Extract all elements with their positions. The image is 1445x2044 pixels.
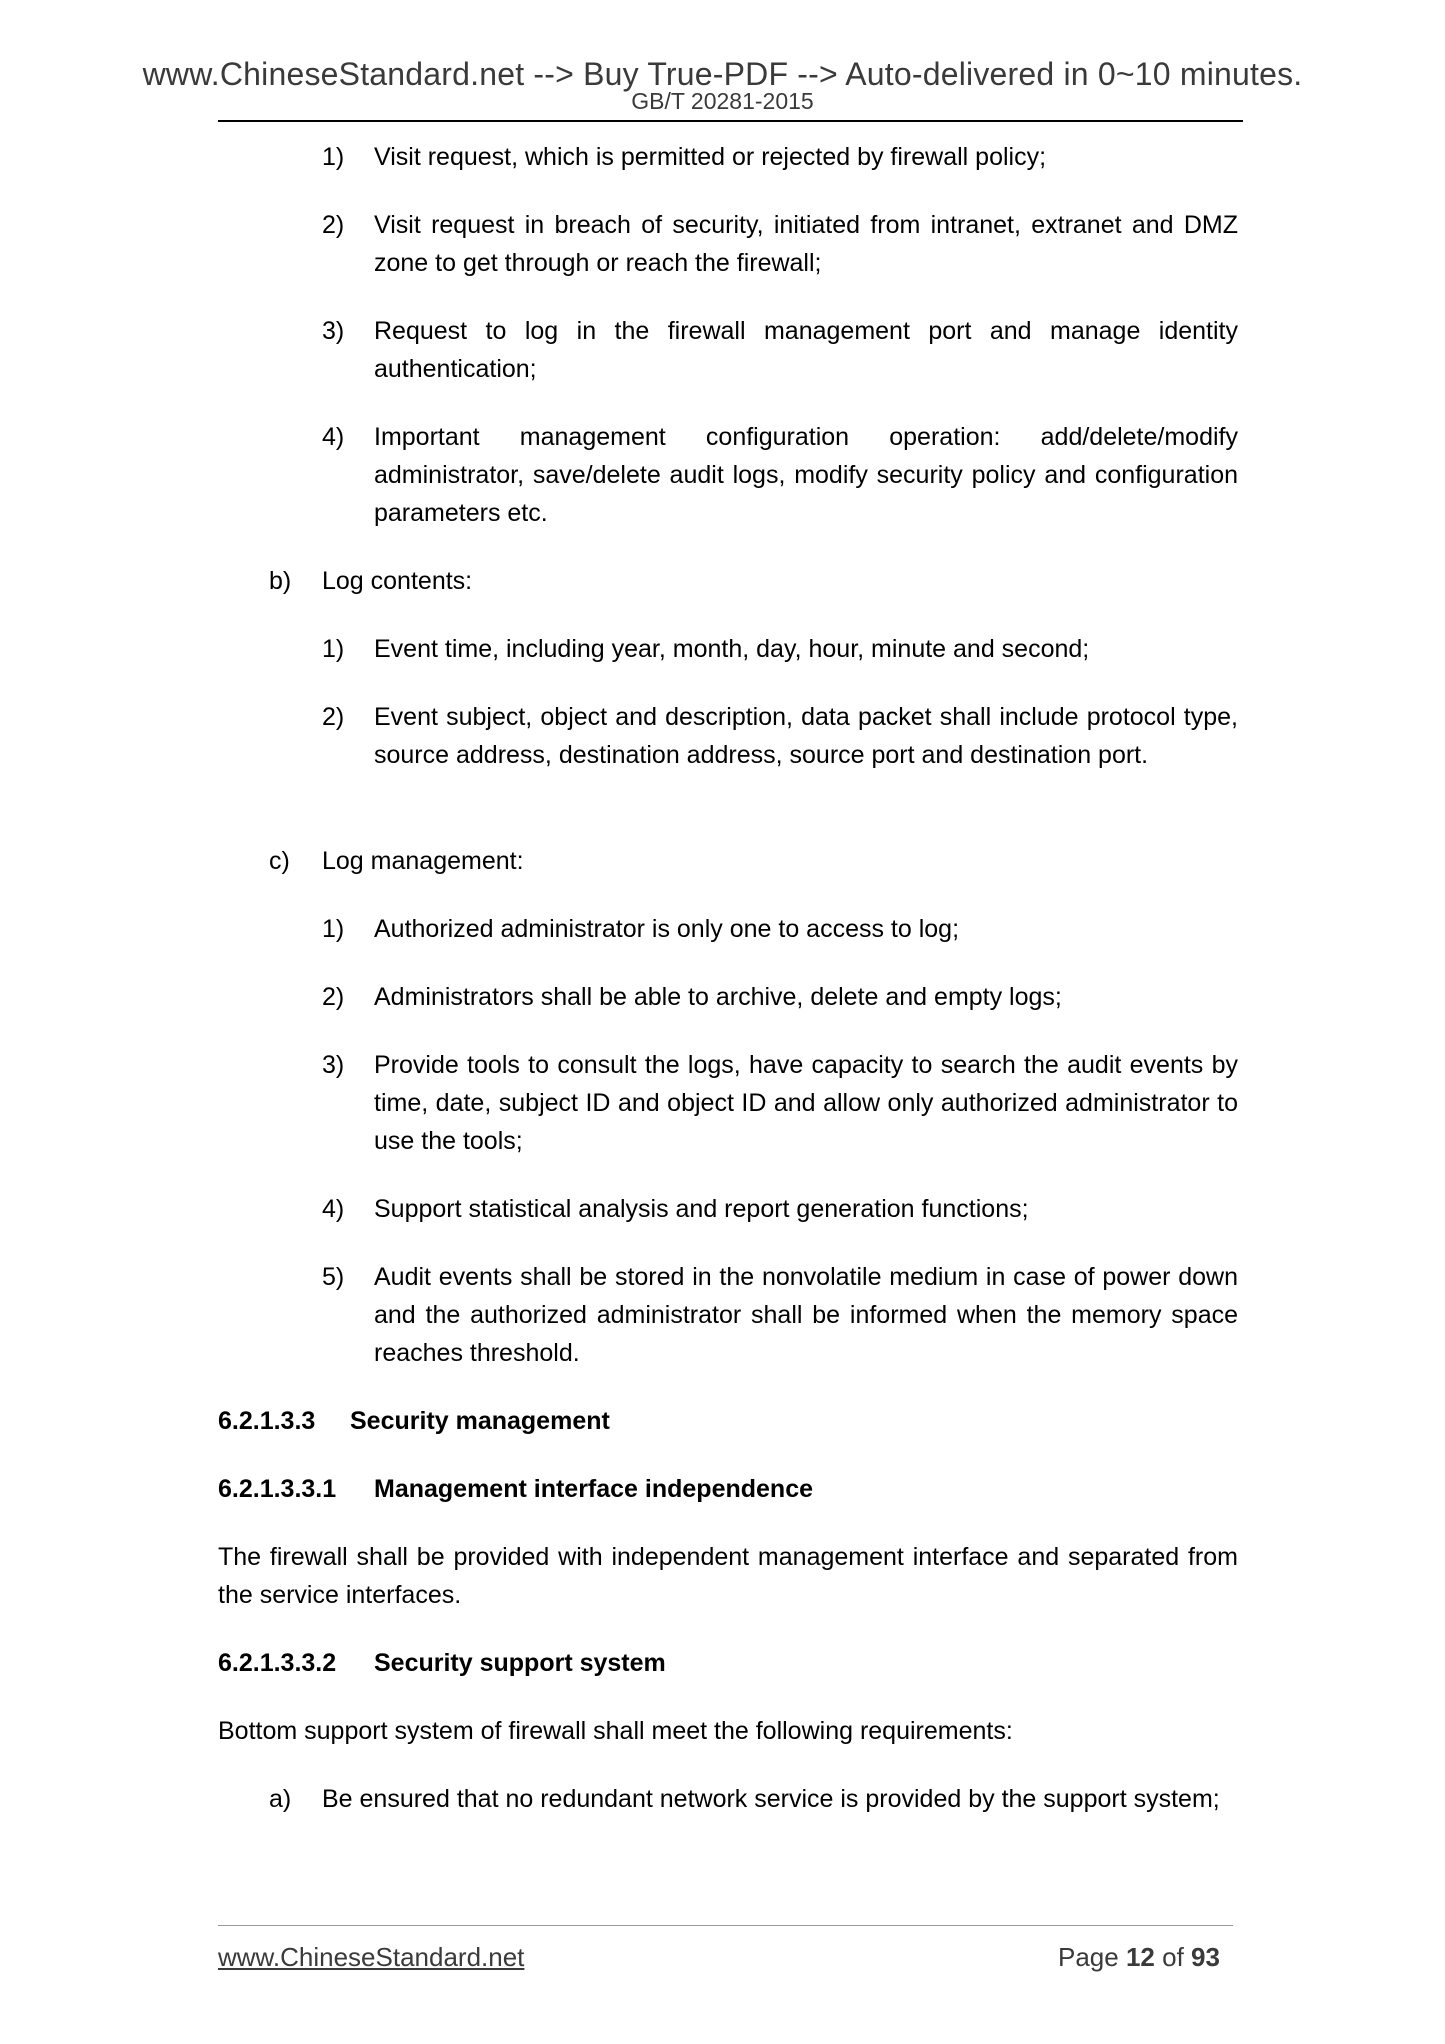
- list-item: [322, 138, 1238, 176]
- list-item-number: 5): [322, 1263, 345, 1291]
- list-item-number: 3): [322, 317, 345, 345]
- list-item-text: Support statistical analysis and report generation functions;: [374, 1195, 1029, 1223]
- paragraph: The firewall shall be provided with independent management interface and separated from the service interfaces.: [218, 1543, 1238, 1609]
- list-item-number: 4): [322, 423, 345, 451]
- section-title: Management interface independence: [374, 1475, 814, 1503]
- list-item-number: 2): [322, 703, 345, 731]
- list-item-c: [269, 842, 1238, 880]
- list-item: [322, 698, 1238, 774]
- section-heading: [218, 1402, 610, 1440]
- list-item-text: Event subject, object and description, data packet shall include protocol type, source address, destination address, source port and destination port.: [374, 703, 1238, 769]
- list-item-a: [269, 1780, 1238, 1818]
- list-item-number: 3): [322, 1051, 345, 1079]
- page-total: 93: [1191, 1942, 1220, 1972]
- section-title: Security support system: [374, 1649, 666, 1677]
- site-banner: www.ChineseStandard.net --> Buy True-PDF --> Auto-delivered in 0~10 minutes.: [142, 56, 1303, 92]
- list-item-letter: a): [269, 1785, 292, 1813]
- list-item-number: 2): [322, 211, 345, 239]
- list-item-text: Visit request in breach of security, initiated from intranet, extranet and DMZ zone to get through or reach the firewall;: [374, 211, 1238, 277]
- list-item: [322, 630, 1238, 668]
- page-number: 12: [1125, 1942, 1155, 1972]
- list-item-number: 1): [322, 635, 345, 663]
- list-item-number: 1): [322, 915, 345, 943]
- list-item: [322, 978, 1238, 1016]
- document-id: GB/T 20281-2015: [631, 88, 814, 114]
- page-of: of: [1162, 1942, 1184, 1972]
- footer-rule: [218, 1925, 1233, 1926]
- list-item-text: Audit events shall be stored in the nonvolatile medium in case of power down and the authorized administrator shall be informed when the memory space reaches threshold.: [374, 1263, 1238, 1367]
- list-item-text: Authorized administrator is only one to access to log;: [374, 915, 960, 943]
- section-heading: [218, 1644, 666, 1682]
- list-item-text: Request to log in the firewall management port and manage identity authentication;: [374, 317, 1238, 383]
- list-item-letter: c): [269, 847, 290, 875]
- list-item: [322, 312, 1238, 388]
- list-item: [322, 910, 1238, 948]
- list-item-number: 1): [322, 143, 345, 171]
- list-item-text: Be ensured that no redundant network service is provided by the support system;: [322, 1785, 1220, 1813]
- list-item-b: [269, 562, 1238, 600]
- section-number: 6.2.1.3.3.2: [218, 1649, 337, 1677]
- list-item-text: Important management configuration operation: add/delete/modify administrator, save/delete audit logs, modify security policy and configuration parameters etc.: [374, 423, 1238, 527]
- list-item: [322, 418, 1238, 532]
- list-item: [322, 1190, 1238, 1228]
- list-item-text: Event time, including year, month, day, hour, minute and second;: [374, 635, 1090, 663]
- list-item: [322, 1046, 1238, 1160]
- list-item-letter: b): [269, 567, 292, 595]
- list-item: [322, 1258, 1238, 1372]
- section-number: 6.2.1.3.3.1: [218, 1475, 337, 1503]
- list-item-text: Visit request, which is permitted or rejected by firewall policy;: [374, 143, 1047, 171]
- list-item-text: Administrators shall be able to archive, delete and empty logs;: [374, 983, 1062, 1011]
- list-item-text: Log management:: [322, 847, 524, 875]
- section-title: Security management: [350, 1407, 610, 1435]
- page-indicator: [1058, 1942, 1220, 1973]
- section-number: 6.2.1.3.3: [218, 1407, 316, 1435]
- header-rule: [218, 120, 1243, 122]
- list-item-number: 4): [322, 1195, 345, 1223]
- page-prefix: Page: [1058, 1942, 1119, 1972]
- list-item-number: 2): [322, 983, 345, 1011]
- paragraph: Bottom support system of firewall shall meet the following requirements:: [218, 1717, 1013, 1745]
- list-item-text: Log contents:: [322, 567, 473, 595]
- footer-site-link[interactable]: www.ChineseStandard.net: [218, 1942, 525, 1972]
- section-heading: [218, 1470, 813, 1508]
- list-item: [322, 206, 1238, 282]
- list-item-text: Provide tools to consult the logs, have capacity to search the audit events by time, date, subject ID and object ID and allow only authorized administrator to use the tools;: [374, 1051, 1238, 1155]
